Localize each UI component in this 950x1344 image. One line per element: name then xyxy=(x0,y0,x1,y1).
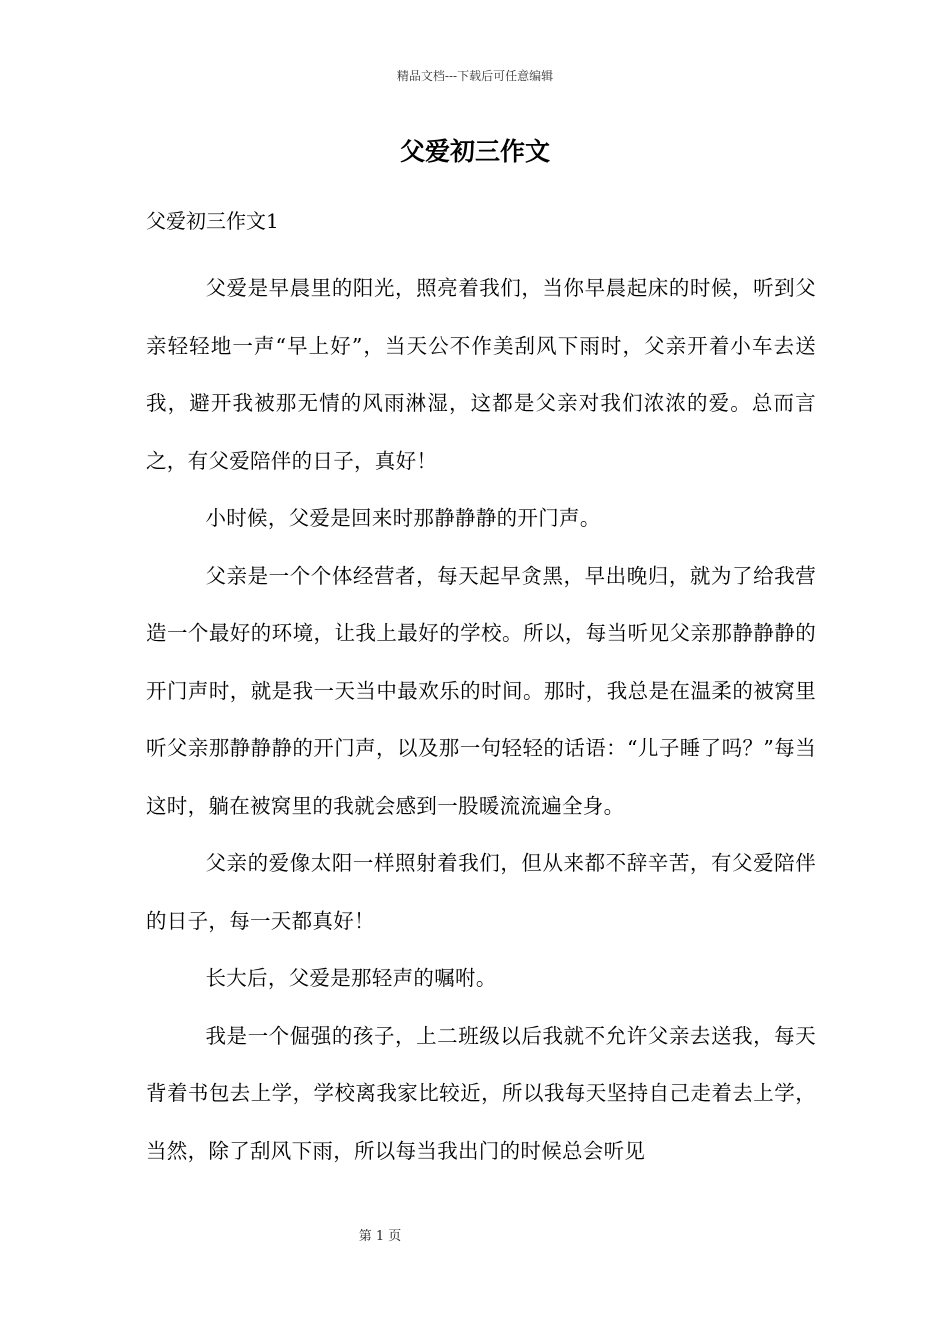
section-heading: 父爱初三作文1 xyxy=(146,209,279,233)
page-number: 第 1 页 xyxy=(358,1229,402,1244)
paragraph: 父爱是早晨里的阳光，照亮着我们，当你早晨起床的时候，听到父亲轻轻地一声“早上好”，当天公不作美刮风下雨时，父亲开着小车去送我，避开我被那无情的风雨淋湿，这都是父亲对我们浓浓的爱。总而言之，有父爱陪伴的日子，真好！ xyxy=(146,276,816,473)
paragraph: 父亲的爱像太阳一样照射着我们，但从来都不辞辛苦，有父爱陪伴的日子，每一天都真好！ xyxy=(146,851,816,933)
paragraph: 我是一个倔强的孩子，上二班级以后我就不允许父亲去送我，每天背着书包去上学，学校离我家比较近，所以我每天坚持自己走着去上学，当然，除了刮风下雨，所以每当我出门的时候总会听见 xyxy=(146,1023,816,1163)
document-title: 父爱初三作文 xyxy=(399,137,550,166)
paragraph: 小时候，父爱是回来时那静静静的开门声。 xyxy=(205,506,601,530)
paragraph: 父亲是一个个体经营者，每天起早贪黑，早出晚归，就为了给我营造一个最好的环境，让我上最好的学校。所以，每当听见父亲那静静静的开门声时，就是我一天当中最欢乐的时间。那时，我总是在温柔的被窝里听父亲那静静静的开门声，以及那一句轻轻的话语：“儿子睡了吗？”每当这时，躺在被窝里的我就会感到一股暖流流遍全身。 xyxy=(146,563,816,818)
paragraph: 长大后，父爱是那轻声的嘱咐。 xyxy=(205,966,497,990)
header-note: 精品文档---下载后可任意编辑 xyxy=(396,69,554,83)
essay-body xyxy=(146,260,816,1180)
